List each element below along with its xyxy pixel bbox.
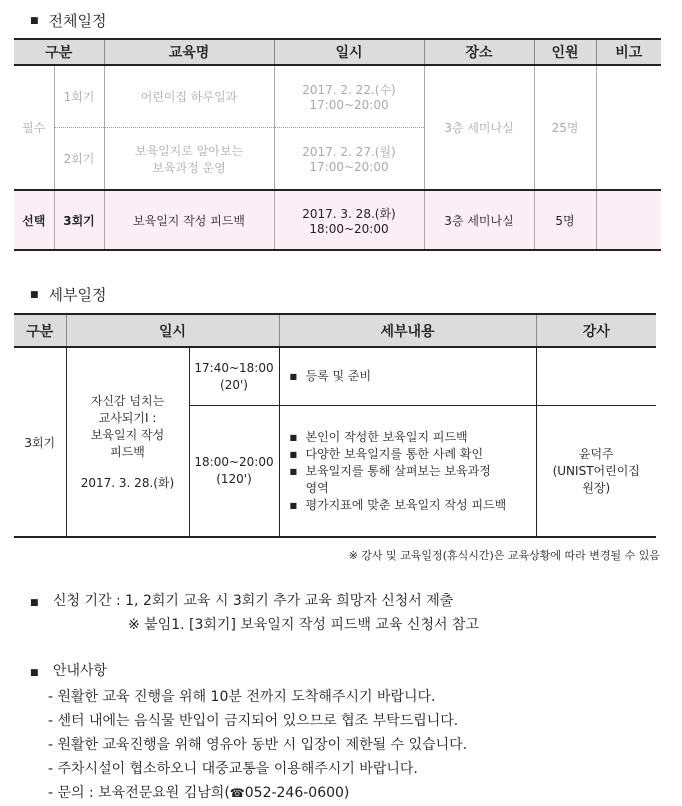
shared-place: 3층 세미나실 <box>424 65 534 190</box>
list-item-continued: 영역 <box>305 480 329 495</box>
apply-reference: ※ 붙임1. [3회기] 보육일지 작성 피드백 교육 신청서 참고 <box>128 617 479 633</box>
header-content: 세부내용 <box>279 314 536 347</box>
header-count: 인원 <box>534 39 596 65</box>
slot-content <box>279 347 536 406</box>
phone-icon: ☎ <box>229 786 245 800</box>
list-item: ■ 본인이 작성한 보육일지 피드백 <box>290 429 536 446</box>
program-description: 자신감 넘치는 교사되기Ⅰ : 보육일지 작성 피드백 2017. 3. 28.(화) <box>66 347 189 537</box>
session-count: 5명 <box>534 190 596 250</box>
content-list <box>290 368 536 385</box>
table-row <box>14 65 661 128</box>
slot-time: 18:00~20:00 (120') <box>189 406 279 538</box>
group-required: 필수 <box>14 65 54 190</box>
section-title-detail: ■ 세부일정 <box>30 286 107 304</box>
session-label: 3회기 <box>54 190 104 250</box>
group-optional: 선택 <box>14 190 54 250</box>
header-category: 구분 <box>14 39 104 65</box>
course-name: 보육일지로 알아보는 보육과정 운영 <box>104 128 274 191</box>
slot-content <box>279 406 536 538</box>
header-remark: 비고 <box>596 39 661 65</box>
section-title-schedule: ■ 전체일정 <box>30 12 107 30</box>
list-item: ■ 등록 및 준비 <box>290 368 536 385</box>
session-place: 3층 세미나실 <box>424 190 534 250</box>
table-header-row <box>14 39 661 65</box>
session-label: 1회기 <box>54 65 104 128</box>
course-name: 보육일지 작성 피드백 <box>104 190 274 250</box>
guide-contact: - 문의 : 보육전문요원 김남희(☎052-246-0600) <box>48 785 350 801</box>
header-date: 일시 <box>274 39 424 65</box>
guide-item: - 주차시설이 협소하오니 대중교통을 이용해주시기 바랍니다. <box>48 761 418 777</box>
session-datetime: 2017. 2. 27.(월) 17:00~20:00 <box>274 128 424 191</box>
shared-count: 25명 <box>534 65 596 190</box>
course-name: 어린이집 하루일과 <box>104 65 274 128</box>
header-datetime: 일시 <box>66 314 279 347</box>
table-row-highlighted <box>14 190 661 250</box>
list-item: ■ 평가지표에 맞춘 보육일지 작성 피드백 <box>290 497 536 514</box>
remark-cell <box>596 190 661 250</box>
session-datetime: 2017. 2. 22.(수) 17:00~20:00 <box>274 65 424 128</box>
content-list <box>290 429 536 514</box>
slot-time: 17:40~18:00 (20') <box>189 347 279 406</box>
guide-item: - 원활한 교육진행을 위해 영유아 동반 시 입장이 제한될 수 있습니다. <box>48 737 468 753</box>
list-item: ■ 보육일지를 통해 살펴보는 보육과정 <box>290 463 536 480</box>
table-row <box>14 347 656 406</box>
guide-title: ■ 안내사항 <box>30 663 108 679</box>
schedule-change-note: ※ 강사 및 교육일정(휴식시간)은 교육상황에 따라 변경될 수 있음 <box>348 549 660 562</box>
header-place: 장소 <box>424 39 534 65</box>
schedule-table <box>14 38 661 251</box>
apply-period: ■ 신청 기간 : 1, 2회기 교육 시 3회기 추가 교육 희망자 신청서 제출 <box>30 593 454 609</box>
header-category: 구분 <box>14 314 66 347</box>
session-label: 2회기 <box>54 128 104 191</box>
header-course: 교육명 <box>104 39 274 65</box>
remark-cell <box>596 65 661 190</box>
detail-group: 3회기 <box>14 347 66 537</box>
session-datetime: 2017. 3. 28.(화) 18:00~20:00 <box>274 190 424 250</box>
detail-table <box>14 313 656 538</box>
header-instructor: 강사 <box>536 314 656 347</box>
instructor-cell-empty <box>536 347 656 406</box>
instructor-cell: 윤덕주 (UNIST어린이집 원장) <box>536 406 656 538</box>
guide-item: - 센터 내에는 음식물 반입이 금지되어 있으므로 협조 부탁드립니다. <box>48 713 459 729</box>
table-header-row <box>14 314 656 347</box>
guide-item: - 원활한 교육 진행을 위해 10분 전까지 도착해주시기 바랍니다. <box>48 689 436 705</box>
list-item: ■ 다양한 보육일지를 통한 사례 확인 <box>290 446 536 463</box>
